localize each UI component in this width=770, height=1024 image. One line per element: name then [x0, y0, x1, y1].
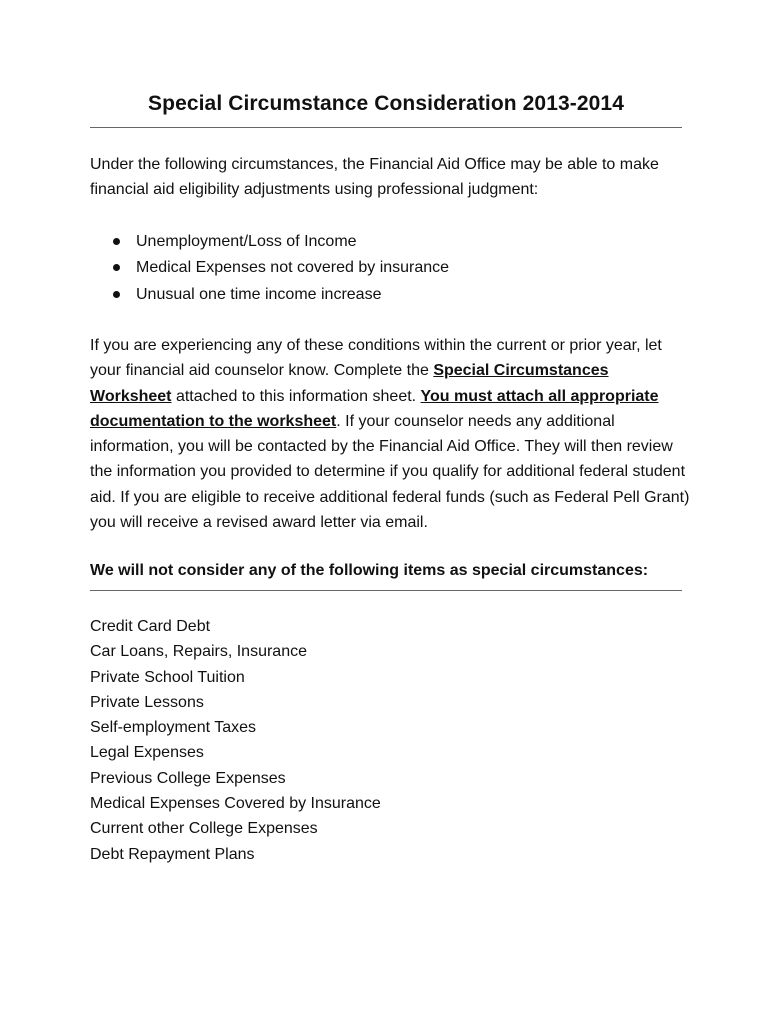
list-item	[110, 255, 449, 281]
list-item: Private School Tuition	[90, 668, 245, 686]
attach-documentation-notice: You must attach all appropriate documentation to the worksheet	[90, 387, 659, 430]
circumstance-list	[110, 229, 449, 308]
bullet-icon	[113, 291, 120, 298]
list-item: Debt Repayment Plans	[90, 845, 255, 863]
list-item: Previous College Expenses	[90, 769, 286, 787]
list-item-label: Unemployment/Loss of Income	[136, 233, 357, 250]
list-item: Car Loans, Repairs, Insurance	[90, 643, 307, 661]
page-title: Special Circumstance Consideration 2013-2014	[148, 92, 624, 115]
list-item	[110, 282, 449, 308]
instructions-text: If you are experiencing any of these conditions within the current or prior year, let your financial aid counselor know. Complete the	[90, 337, 662, 380]
bullet-icon	[113, 238, 120, 245]
list-item: Credit Card Debt	[90, 618, 211, 635]
worksheet-reference: Special Circumstances Worksheet	[90, 362, 609, 405]
exclusions-heading: We will not consider any of the following items as special circumstances:	[90, 562, 649, 579]
section-divider	[90, 590, 682, 591]
title-divider	[90, 127, 682, 128]
instructions-text: attached to this information sheet.	[171, 387, 421, 405]
list-item: Medical Expenses Covered by Insurance	[90, 795, 381, 813]
exclusions-list	[90, 614, 381, 867]
list-item: Current other College Expenses	[90, 820, 318, 838]
list-item: Legal Expenses	[90, 744, 204, 762]
list-item-label: Unusual one time income increase	[136, 285, 382, 303]
list-item-label: Medical Expenses not covered by insurance	[136, 259, 450, 277]
list-item: Private Lessons	[90, 693, 204, 711]
list-item: Self-employment Taxes	[90, 719, 256, 737]
instructions-paragraph	[90, 333, 690, 535]
list-item	[110, 229, 449, 255]
instructions-text: . If your counselor needs any additional information, you will be contacted by the Financial Aid Office. They will then review the information you provided to determine if you qualify for additional federal student aid. If you are eligible to receive additional federal funds (such as Federal Pell Grant) you will receive a revised award letter via email.	[90, 412, 690, 532]
intro-paragraph: Under the following circumstances, the Financial Aid Office may be able to make financial aid eligibility adjustments using professional judgment:	[90, 156, 659, 199]
bullet-icon	[113, 264, 120, 271]
